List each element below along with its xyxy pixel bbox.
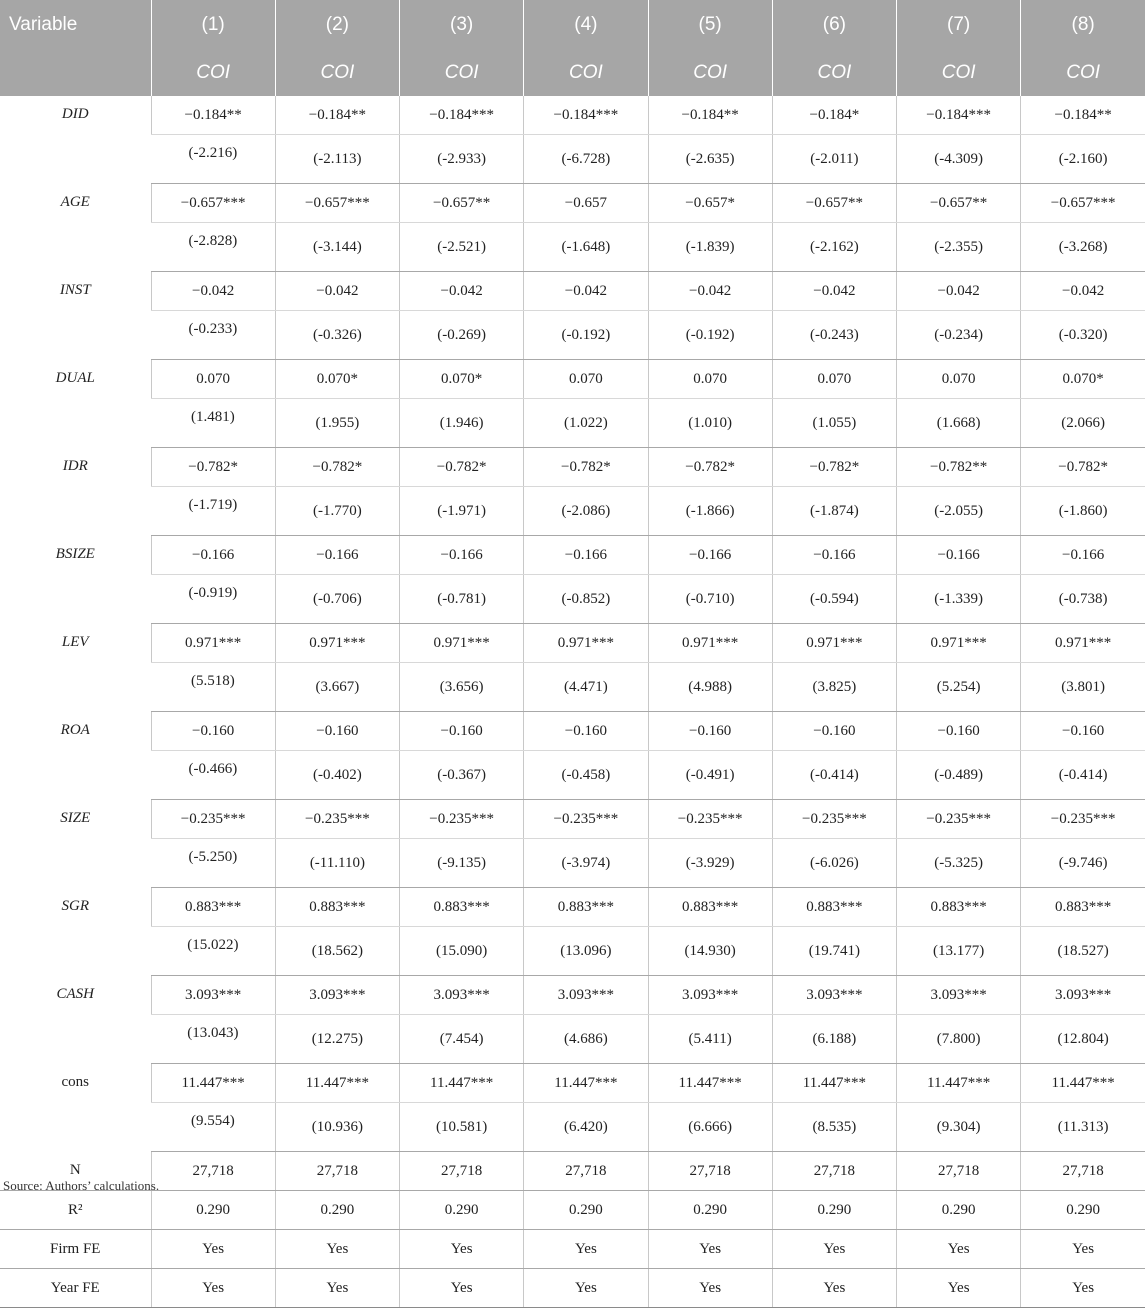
variable-name: BSIZE: [55, 545, 95, 562]
t-statistic-cell: (-6.026): [772, 839, 896, 888]
coefficient-cell: 0.883***: [1021, 888, 1145, 927]
t-statistic-cell: (-2.011): [772, 135, 896, 184]
coefficient-cell: −0.166: [1021, 536, 1145, 575]
coefficient-cell: −0.166: [897, 536, 1021, 575]
t-statistic-cell: (-0.852): [524, 575, 648, 624]
coefficient-cell: 11.447***: [400, 1064, 524, 1103]
t-statistic-cell: (13.096): [524, 927, 648, 976]
table-row: [0, 399, 1145, 448]
t-statistic-cell: (3.825): [772, 663, 896, 712]
coefficient-cell: −0.160: [1021, 712, 1145, 751]
statistic-cell: 0.290: [151, 1191, 275, 1230]
table-row: [0, 624, 1145, 663]
statistic-cell: Yes: [1021, 1230, 1145, 1269]
table-row: [0, 360, 1145, 399]
column-header: (4): [524, 0, 648, 49]
t-statistic-cell: (-2.055): [897, 487, 1021, 536]
table-row: [0, 135, 1145, 184]
t-statistic-cell: (-1.874): [772, 487, 896, 536]
t-statistic-cell: (-3.929): [648, 839, 772, 888]
coefficient-cell: −0.042: [151, 272, 275, 311]
t-statistic-cell: (-0.326): [275, 311, 399, 360]
t-statistic-cell: (-0.491): [648, 751, 772, 800]
statistic-cell: Yes: [648, 1269, 772, 1308]
coefficient-cell: −0.184***: [524, 96, 648, 135]
t-statistic-cell: (-1.339): [897, 575, 1021, 624]
coefficient-cell: 3.093***: [524, 976, 648, 1015]
column-header: (6): [772, 0, 896, 49]
statistic-cell: 27,718: [275, 1152, 399, 1191]
t-statistic-cell: (13.177): [897, 927, 1021, 976]
coefficient-cell: −0.235***: [897, 800, 1021, 839]
t-statistic-cell: (1.668): [897, 399, 1021, 448]
coefficient-cell: 11.447***: [275, 1064, 399, 1103]
dependent-header: COI: [897, 49, 1021, 96]
t-statistic-cell: (-2.160): [1021, 135, 1145, 184]
table-row: [0, 272, 1145, 311]
t-statistic-cell: (1.022): [524, 399, 648, 448]
t-statistic-cell: (-3.974): [524, 839, 648, 888]
t-statistic-cell: (-1.866): [648, 487, 772, 536]
t-statistic-cell: (6.188): [772, 1015, 896, 1064]
column-header: (7): [897, 0, 1021, 49]
t-statistic-cell: (18.562): [275, 927, 399, 976]
variable-header: Variable: [0, 0, 151, 49]
coefficient-cell: −0.657***: [151, 184, 275, 223]
coefficient-cell: −0.782*: [275, 448, 399, 487]
table-row: [0, 448, 1145, 487]
coefficient-cell: −0.042: [1021, 272, 1145, 311]
coefficient-cell: −0.235***: [400, 800, 524, 839]
table-row: [0, 1103, 1145, 1152]
coefficient-cell: −0.782*: [151, 448, 275, 487]
t-statistic-cell: (-0.710): [648, 575, 772, 624]
t-statistic-cell: (1.481): [151, 399, 275, 448]
coefficient-cell: −0.184***: [400, 96, 524, 135]
table-row: [0, 1064, 1145, 1103]
coefficient-cell: −0.166: [648, 536, 772, 575]
column-header: (3): [400, 0, 524, 49]
coefficient-cell: −0.166: [400, 536, 524, 575]
dependent-header: COI: [772, 49, 896, 96]
coefficient-cell: −0.657: [524, 184, 648, 223]
t-statistic-cell: (-0.192): [648, 311, 772, 360]
coefficient-cell: 0.070: [772, 360, 896, 399]
t-statistic-cell: (-9.746): [1021, 839, 1145, 888]
statistic-cell: 27,718: [400, 1152, 524, 1191]
t-statistic-cell: (6.420): [524, 1103, 648, 1152]
t-statistic-cell: (-0.594): [772, 575, 896, 624]
coefficient-cell: −0.782*: [524, 448, 648, 487]
statistic-cell: Yes: [151, 1230, 275, 1269]
coefficient-cell: 0.070: [897, 360, 1021, 399]
t-statistic-cell: (-0.466): [151, 751, 275, 800]
coefficient-cell: 0.883***: [400, 888, 524, 927]
t-statistic-cell: (-2.086): [524, 487, 648, 536]
t-statistic-cell: (7.800): [897, 1015, 1021, 1064]
t-statistic-cell: (-1.648): [524, 223, 648, 272]
t-statistic-cell: (-2.216): [151, 135, 275, 184]
variable-name: ROA: [60, 721, 90, 738]
t-statistic-cell: (4.988): [648, 663, 772, 712]
table-row: [0, 575, 1145, 624]
t-statistic-cell: (-2.113): [275, 135, 399, 184]
t-statistic-cell: (-1.860): [1021, 487, 1145, 536]
coefficient-cell: 0.883***: [275, 888, 399, 927]
variable-name: LEV: [61, 633, 89, 650]
statistic-cell: 27,718: [524, 1152, 648, 1191]
coefficient-cell: −0.042: [524, 272, 648, 311]
coefficient-cell: 0.971***: [524, 624, 648, 663]
statistic-cell: Yes: [524, 1230, 648, 1269]
coefficient-cell: −0.160: [648, 712, 772, 751]
t-statistic-cell: (12.804): [1021, 1015, 1145, 1064]
t-statistic-cell: (9.554): [151, 1103, 275, 1152]
statistic-label: Firm FE: [0, 1230, 151, 1269]
dependent-variable-row: [0, 49, 1145, 96]
coefficient-cell: −0.166: [772, 536, 896, 575]
coefficient-cell: −0.042: [897, 272, 1021, 311]
coefficient-cell: −0.160: [275, 712, 399, 751]
statistic-cell: 0.290: [1021, 1191, 1145, 1230]
coefficient-cell: 0.971***: [648, 624, 772, 663]
coefficient-cell: −0.657**: [400, 184, 524, 223]
column-number-row: [0, 0, 1145, 49]
dependent-header: COI: [151, 49, 275, 96]
coefficient-cell: 0.971***: [772, 624, 896, 663]
table-row: [0, 751, 1145, 800]
statistic-cell: 27,718: [897, 1152, 1021, 1191]
table-row: [0, 184, 1145, 223]
t-statistic-cell: (19.741): [772, 927, 896, 976]
table-header: [0, 0, 1145, 96]
statistic-cell: 0.290: [897, 1191, 1021, 1230]
coefficient-cell: 0.971***: [897, 624, 1021, 663]
variable-name: SGR: [61, 897, 89, 914]
statistic-cell: Yes: [275, 1230, 399, 1269]
coefficient-cell: −0.657***: [275, 184, 399, 223]
t-statistic-cell: (12.275): [275, 1015, 399, 1064]
statistic-cell: Yes: [648, 1230, 772, 1269]
coefficient-cell: −0.160: [772, 712, 896, 751]
t-statistic-cell: (-3.144): [275, 223, 399, 272]
statistic-cell: Yes: [897, 1269, 1021, 1308]
statistic-label: N: [0, 1152, 151, 1191]
coefficient-cell: −0.782*: [400, 448, 524, 487]
coefficient-cell: 11.447***: [772, 1064, 896, 1103]
statistic-cell: Yes: [772, 1269, 896, 1308]
t-statistic-cell: (3.656): [400, 663, 524, 712]
coefficient-cell: 0.070: [524, 360, 648, 399]
coefficient-cell: −0.166: [151, 536, 275, 575]
table-row: [0, 536, 1145, 575]
coefficient-cell: −0.042: [772, 272, 896, 311]
coefficient-cell: −0.184**: [275, 96, 399, 135]
statistic-cell: Yes: [275, 1269, 399, 1308]
table-row: [0, 663, 1145, 712]
t-statistic-cell: (1.955): [275, 399, 399, 448]
coefficient-cell: −0.782*: [1021, 448, 1145, 487]
t-statistic-cell: (-4.309): [897, 135, 1021, 184]
column-header: (1): [151, 0, 275, 49]
t-statistic-cell: (10.581): [400, 1103, 524, 1152]
table-row: [0, 839, 1145, 888]
coefficient-cell: −0.235***: [524, 800, 648, 839]
dependent-header: COI: [1021, 49, 1145, 96]
variable-name: cons: [61, 1073, 89, 1090]
table-row: [0, 927, 1145, 976]
coefficient-cell: 0.971***: [1021, 624, 1145, 663]
t-statistic-cell: (15.022): [151, 927, 275, 976]
t-statistic-cell: (-5.250): [151, 839, 275, 888]
coefficient-cell: −0.235***: [648, 800, 772, 839]
coefficient-cell: 0.070*: [275, 360, 399, 399]
t-statistic-cell: (-0.781): [400, 575, 524, 624]
t-statistic-cell: (-0.233): [151, 311, 275, 360]
t-statistic-cell: (5.411): [648, 1015, 772, 1064]
dependent-header: COI: [275, 49, 399, 96]
t-statistic-cell: (5.254): [897, 663, 1021, 712]
t-statistic-cell: (13.043): [151, 1015, 275, 1064]
t-statistic-cell: (-0.320): [1021, 311, 1145, 360]
t-statistic-cell: (4.686): [524, 1015, 648, 1064]
dependent-header: COI: [524, 49, 648, 96]
coefficient-cell: 11.447***: [897, 1064, 1021, 1103]
statistic-cell: 27,718: [151, 1152, 275, 1191]
coefficient-cell: 0.883***: [524, 888, 648, 927]
table-row: [0, 800, 1145, 839]
coefficient-cell: −0.657**: [897, 184, 1021, 223]
coefficient-cell: 0.971***: [151, 624, 275, 663]
column-header: (8): [1021, 0, 1145, 49]
t-statistic-cell: (3.801): [1021, 663, 1145, 712]
coefficient-cell: 3.093***: [772, 976, 896, 1015]
t-statistic-cell: (-0.414): [1021, 751, 1145, 800]
statistic-cell: Yes: [897, 1230, 1021, 1269]
coefficient-cell: 3.093***: [275, 976, 399, 1015]
t-statistic-cell: (-0.269): [400, 311, 524, 360]
coefficient-cell: 11.447***: [648, 1064, 772, 1103]
t-statistic-cell: (-0.402): [275, 751, 399, 800]
statistic-cell: 0.290: [524, 1191, 648, 1230]
coefficient-cell: 0.070*: [1021, 360, 1145, 399]
t-statistic-cell: (15.090): [400, 927, 524, 976]
dependent-header: COI: [648, 49, 772, 96]
t-statistic-cell: (-1.770): [275, 487, 399, 536]
statistic-cell: Yes: [772, 1230, 896, 1269]
t-statistic-cell: (-2.355): [897, 223, 1021, 272]
t-statistic-cell: (-0.458): [524, 751, 648, 800]
coefficient-cell: 0.883***: [897, 888, 1021, 927]
coefficient-cell: −0.166: [524, 536, 648, 575]
coefficient-cell: 0.883***: [648, 888, 772, 927]
statistic-cell: 0.290: [400, 1191, 524, 1230]
t-statistic-cell: (-0.243): [772, 311, 896, 360]
coefficient-cell: −0.042: [275, 272, 399, 311]
t-statistic-cell: (-0.919): [151, 575, 275, 624]
column-header: (5): [648, 0, 772, 49]
statistic-cell: Yes: [400, 1230, 524, 1269]
coefficient-cell: 0.883***: [151, 888, 275, 927]
table-row: [0, 96, 1145, 135]
variable-name: CASH: [56, 985, 94, 1002]
coefficient-cell: 0.070: [648, 360, 772, 399]
t-statistic-cell: (9.304): [897, 1103, 1021, 1152]
table-row: [0, 1269, 1145, 1308]
table-row: [0, 223, 1145, 272]
t-statistic-cell: (-1.719): [151, 487, 275, 536]
coefficient-cell: 11.447***: [524, 1064, 648, 1103]
t-statistic-cell: (6.666): [648, 1103, 772, 1152]
coefficient-cell: −0.657***: [1021, 184, 1145, 223]
t-statistic-cell: (-2.933): [400, 135, 524, 184]
coefficient-cell: −0.184***: [897, 96, 1021, 135]
source-note: Source: Authors’ calculations.: [3, 1178, 160, 1193]
t-statistic-cell: (-0.234): [897, 311, 1021, 360]
variable-name: DUAL: [55, 369, 95, 386]
t-statistic-cell: (4.471): [524, 663, 648, 712]
statistic-cell: Yes: [524, 1269, 648, 1308]
table-row: [0, 1015, 1145, 1064]
coefficient-cell: −0.042: [400, 272, 524, 311]
t-statistic-cell: (5.518): [151, 663, 275, 712]
t-statistic-cell: (-0.706): [275, 575, 399, 624]
coefficient-cell: −0.235***: [275, 800, 399, 839]
coefficient-cell: −0.160: [897, 712, 1021, 751]
table-row: [0, 976, 1145, 1015]
t-statistic-cell: (-5.325): [897, 839, 1021, 888]
statistic-label: R²: [0, 1191, 151, 1230]
coefficient-cell: −0.184*: [772, 96, 896, 135]
t-statistic-cell: (-0.738): [1021, 575, 1145, 624]
coefficient-cell: −0.160: [524, 712, 648, 751]
coefficient-cell: −0.160: [400, 712, 524, 751]
column-header: (2): [275, 0, 399, 49]
statistic-cell: 0.290: [648, 1191, 772, 1230]
dependent-header-spacer: [0, 49, 151, 96]
t-statistic-cell: (-1.839): [648, 223, 772, 272]
coefficient-cell: −0.166: [275, 536, 399, 575]
t-statistic-cell: (-0.192): [524, 311, 648, 360]
t-statistic-cell: (-2.635): [648, 135, 772, 184]
coefficient-cell: 0.883***: [772, 888, 896, 927]
coefficient-cell: 3.093***: [648, 976, 772, 1015]
coefficient-cell: −0.235***: [772, 800, 896, 839]
coefficient-cell: 0.971***: [400, 624, 524, 663]
t-statistic-cell: (-9.135): [400, 839, 524, 888]
table-row: [0, 311, 1145, 360]
table-body: [0, 96, 1145, 1308]
coefficient-cell: −0.657**: [772, 184, 896, 223]
statistic-cell: 27,718: [648, 1152, 772, 1191]
t-statistic-cell: (-1.971): [400, 487, 524, 536]
t-statistic-cell: (-0.489): [897, 751, 1021, 800]
t-statistic-cell: (1.055): [772, 399, 896, 448]
statistic-cell: 0.290: [772, 1191, 896, 1230]
variable-name: INST: [59, 281, 91, 298]
t-statistic-cell: (-2.521): [400, 223, 524, 272]
table-row: [0, 1230, 1145, 1269]
coefficient-cell: −0.160: [151, 712, 275, 751]
t-statistic-cell: (7.454): [400, 1015, 524, 1064]
coefficient-cell: 0.070: [151, 360, 275, 399]
variable-name: SIZE: [60, 809, 91, 826]
t-statistic-cell: (1.010): [648, 399, 772, 448]
statistic-cell: 27,718: [772, 1152, 896, 1191]
variable-name: DID: [61, 106, 89, 122]
variable-name: AGE: [60, 193, 90, 210]
statistic-cell: Yes: [400, 1269, 524, 1308]
statistic-cell: Yes: [151, 1269, 275, 1308]
t-statistic-cell: (14.930): [648, 927, 772, 976]
coefficient-cell: 0.971***: [275, 624, 399, 663]
coefficient-cell: 3.093***: [151, 976, 275, 1015]
table-row: [0, 1152, 1145, 1191]
t-statistic-cell: (8.535): [772, 1103, 896, 1152]
t-statistic-cell: (-0.414): [772, 751, 896, 800]
statistic-label: Year FE: [0, 1269, 151, 1308]
coefficient-cell: 0.070*: [400, 360, 524, 399]
variable-name: IDR: [62, 457, 88, 474]
coefficient-cell: −0.042: [648, 272, 772, 311]
coefficient-cell: 11.447***: [151, 1064, 275, 1103]
table-row: [0, 1191, 1145, 1230]
dependent-header: COI: [400, 49, 524, 96]
t-statistic-cell: (-0.367): [400, 751, 524, 800]
coefficient-cell: 3.093***: [1021, 976, 1145, 1015]
t-statistic-cell: (11.313): [1021, 1103, 1145, 1152]
t-statistic-cell: (10.936): [275, 1103, 399, 1152]
statistic-cell: Yes: [1021, 1269, 1145, 1308]
coefficient-cell: −0.184**: [648, 96, 772, 135]
coefficient-cell: −0.184**: [1021, 96, 1145, 135]
coefficient-cell: −0.184**: [151, 96, 275, 135]
t-statistic-cell: (-6.728): [524, 135, 648, 184]
coefficient-cell: −0.782*: [772, 448, 896, 487]
coefficient-cell: −0.782*: [648, 448, 772, 487]
table-row: [0, 712, 1145, 751]
t-statistic-cell: (-2.162): [772, 223, 896, 272]
t-statistic-cell: (2.066): [1021, 399, 1145, 448]
t-statistic-cell: (3.667): [275, 663, 399, 712]
t-statistic-cell: (1.946): [400, 399, 524, 448]
coefficient-cell: −0.782**: [897, 448, 1021, 487]
t-statistic-cell: (-11.110): [275, 839, 399, 888]
t-statistic-cell: (18.527): [1021, 927, 1145, 976]
coefficient-cell: −0.235***: [1021, 800, 1145, 839]
coefficient-cell: 11.447***: [1021, 1064, 1145, 1103]
coefficient-cell: −0.657*: [648, 184, 772, 223]
t-statistic-cell: (-3.268): [1021, 223, 1145, 272]
statistic-cell: 27,718: [1021, 1152, 1145, 1191]
coefficient-cell: 3.093***: [897, 976, 1021, 1015]
table-row: [0, 888, 1145, 927]
statistic-cell: 0.290: [275, 1191, 399, 1230]
table-row: [0, 487, 1145, 536]
t-statistic-cell: (-2.828): [151, 223, 275, 272]
coefficient-cell: 3.093***: [400, 976, 524, 1015]
coefficient-cell: −0.235***: [151, 800, 275, 839]
